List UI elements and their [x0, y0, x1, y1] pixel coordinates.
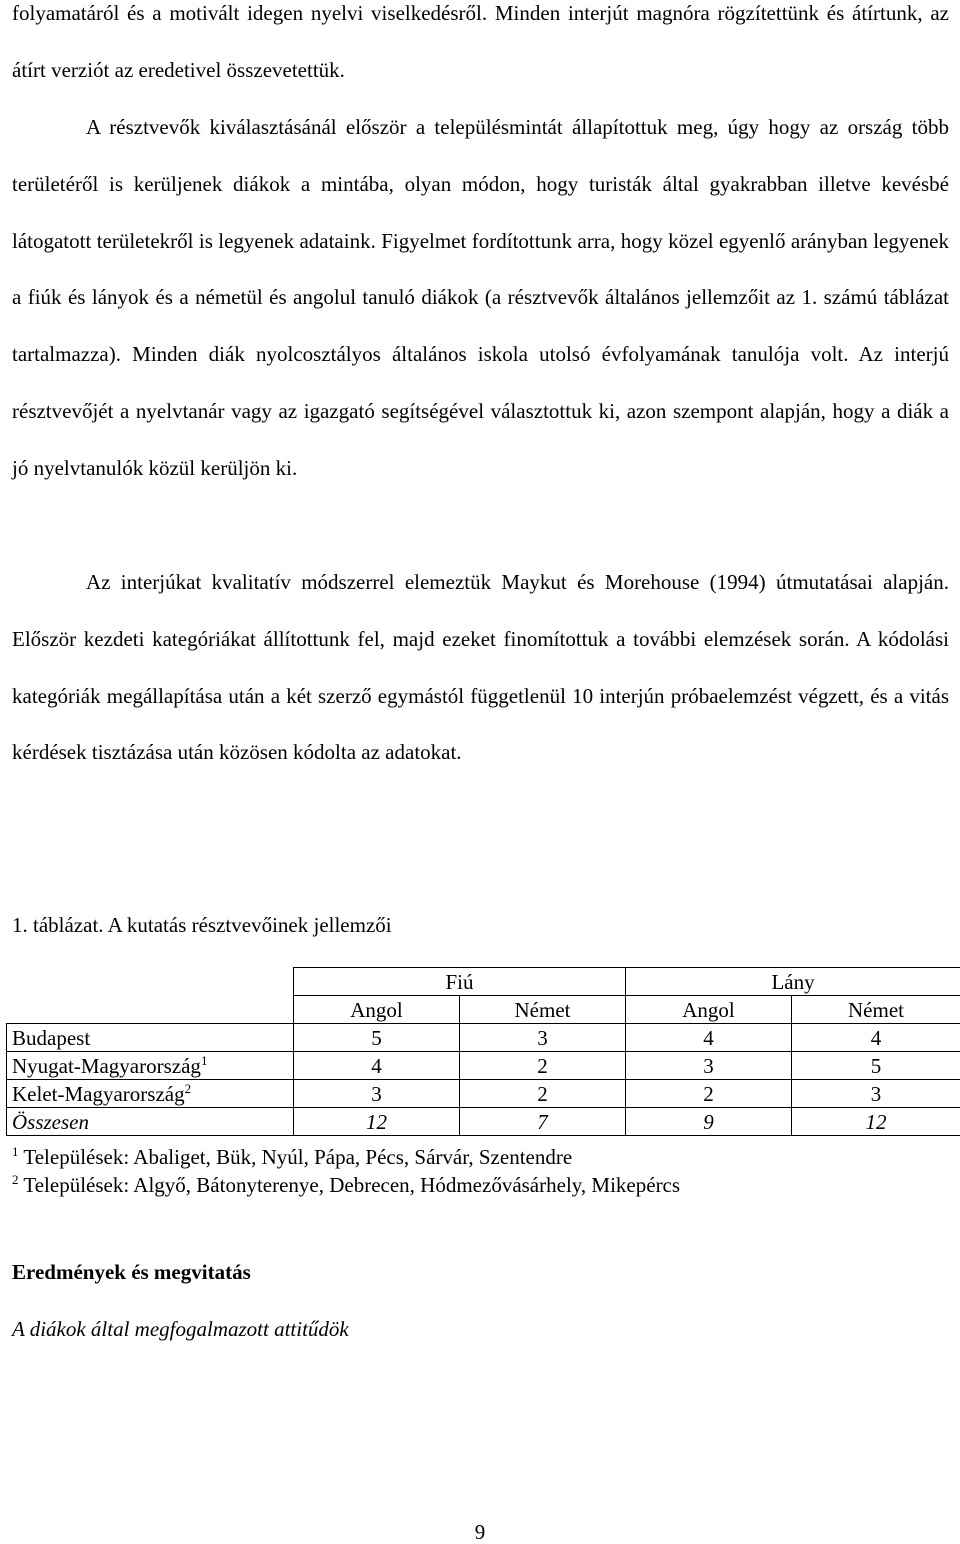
table-cell: 3 — [626, 1052, 792, 1080]
table-cell: 2 — [460, 1080, 626, 1108]
row-label-cell — [7, 1052, 294, 1080]
table-cell: 2 — [626, 1080, 792, 1108]
footnote-mark: 2 — [12, 1172, 19, 1187]
table-cell: 5 — [294, 1024, 460, 1052]
footnote-text: Települések: Abaliget, Bük, Nyúl, Pápa, Pécs, Sárvár, Szentendre — [19, 1145, 573, 1169]
header-fiu-angol: Angol — [294, 996, 460, 1024]
table-sub-header-row — [7, 996, 960, 1024]
table-cell: 2 — [460, 1052, 626, 1080]
row-label: Kelet-Magyarország — [12, 1082, 185, 1106]
table-row — [7, 1052, 960, 1080]
table-cell: 7 — [460, 1108, 626, 1136]
table-cell: 3 — [792, 1080, 960, 1108]
paragraph-1: folyamatáról és a motivált idegen nyelvi viselkedésről. Minden interjút magnóra rögzítettünk és átírtunk, az átírt verziót az eredetivel összevetettük. — [12, 0, 949, 99]
table-footnote-1 — [12, 1144, 572, 1170]
page-number: 9 — [0, 1520, 960, 1544]
participants-table — [6, 967, 960, 1136]
row-label-cell — [7, 1080, 294, 1108]
table-group-header-row — [7, 968, 960, 996]
footnote-mark: 1 — [12, 1144, 19, 1159]
footnote-text: Települések: Algyő, Bátonyterenye, Debrecen, Hódmezővásárhely, Mikepércs — [19, 1173, 681, 1197]
paragraph-3: Az interjúkat kvalitatív módszerrel elemeztük Maykut és Morehouse (1994) útmutatásai alapján. Először kezdeti kategóriákat állítottunk fel, majd ezeket finomítottuk a további elemzések során. A kódolási kategóriák megállapítása után a két szerző egymástól függetlenül 10 interjún próbaelemzést végzett, és a vitás kérdések tisztázása után közösen kódolta az adatokat. — [12, 554, 949, 781]
row-label: Összesen — [7, 1108, 294, 1136]
table-cell: 4 — [626, 1024, 792, 1052]
paragraph-2: A résztvevők kiválasztásánál először a településmintát állapítottuk meg, úgy hogy az ország több területéről is kerüljenek diákok a mintába, olyan módon, hogy turisták által gyakrabban illetve kevésbé látogatott területekről is legyenek adataink. Figyelmet fordítottunk arra, hogy közel egyenlő arányban legyenek a fiúk és lányok és a németül és angolul tanuló diákok (a résztvevők általános jellemzőit az 1. számú táblázat tartalmazza). Minden diák nyolcosztályos általános iskola utolsó évfolyamának tanulója volt. Az interjú résztvevőjét a nyelvtanár vagy az igazgató segítségével választottuk ki, azon szempont alapján, hogy a diák a jó nyelvtanulók közül kerüljön ki. — [12, 99, 949, 497]
header-lany-nemet: Német — [792, 996, 960, 1024]
table-caption: 1. táblázat. A kutatás résztvevőinek jellemzői — [12, 912, 392, 938]
subsection-heading: A diákok által megfogalmazott attitűdök — [12, 1316, 349, 1342]
table-cell: 12 — [792, 1108, 960, 1136]
header-lany-angol: Angol — [626, 996, 792, 1024]
table-cell: 5 — [792, 1052, 960, 1080]
table-row — [7, 1080, 960, 1108]
header-lany: Lány — [626, 968, 960, 996]
table-cell: 9 — [626, 1108, 792, 1136]
footnote-marker: 1 — [201, 1053, 208, 1068]
row-label: Nyugat-Magyarország — [12, 1054, 201, 1078]
row-label: Budapest — [7, 1024, 294, 1052]
table-cell: 4 — [792, 1024, 960, 1052]
section-heading: Eredmények és megvitatás — [12, 1259, 251, 1285]
table-row — [7, 1024, 960, 1052]
table-total-row — [7, 1108, 960, 1136]
header-fiu: Fiú — [294, 968, 626, 996]
table-cell: 3 — [460, 1024, 626, 1052]
table-cell: 4 — [294, 1052, 460, 1080]
table-cell: 3 — [294, 1080, 460, 1108]
footnote-marker: 2 — [185, 1081, 192, 1096]
table-cell: 12 — [294, 1108, 460, 1136]
table-footnote-2 — [12, 1172, 680, 1198]
header-fiu-nemet: Német — [460, 996, 626, 1024]
